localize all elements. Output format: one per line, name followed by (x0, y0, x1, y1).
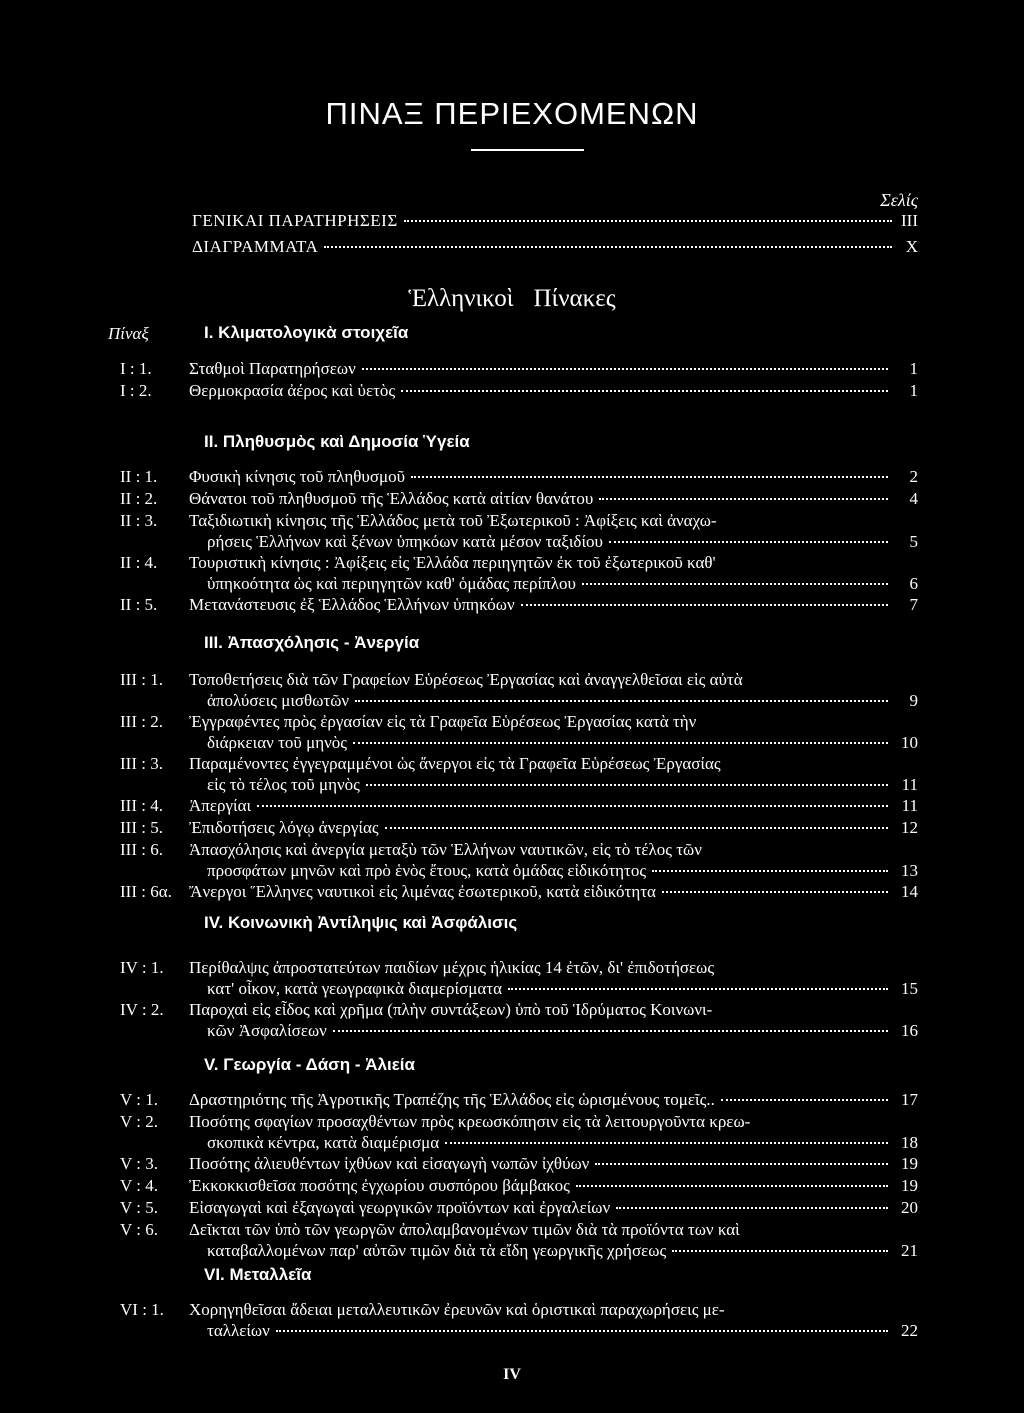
entry-title: Σταθμοὶ Παρατηρήσεων (189, 359, 356, 378)
entry-title: προσφάτων μηνῶν καὶ πρὸ ἑνὸς ἔτους, κατὰ ὁμάδας εἰδικότητος (207, 861, 647, 880)
entry-title: Ταξιδιωτικὴ κίνησις τῆς Ἑλλάδος μετὰ τοῦ Ἐξωτερικοῦ : Ἀφίξεις καὶ ἀναχω- (189, 511, 717, 530)
dot-leader (404, 220, 892, 222)
entry-line (189, 1175, 918, 1196)
entry-line (189, 774, 918, 795)
entry-title: Εἰσαγωγαὶ καὶ ἐξαγωγαὶ γεωργικῶν προϊόντων καὶ ἐργαλείων (189, 1198, 611, 1217)
entry-title: Ποσότης σφαγίων προσαχθέντων πρὸς κρεωσκόπησιν εἰς τὰ λειτουργοῦντα κρεω- (189, 1112, 751, 1131)
page-ref: 15 (901, 979, 918, 998)
entry-line (189, 690, 918, 711)
table-code: III : 1. (120, 670, 163, 689)
page-ref: 11 (901, 796, 918, 815)
entry-title: Θάνατοι τοῦ πληθυσμοῦ τῆς Ἑλλάδος κατὰ αἰτίαν θανάτου (189, 489, 594, 508)
front-matter-page: X (905, 237, 918, 256)
dot-leader (508, 988, 888, 990)
dot-leader (652, 870, 888, 872)
table-code: V : 1. (120, 1090, 158, 1109)
entry-title: Δραστηριότης τῆς Ἀγροτικῆς Τραπέζης τῆς Ἑλλάδος εἰς ὡρισμένους τομεῖς.. (189, 1090, 715, 1109)
entry-title: Ἐπιδοτήσεις λόγῳ ἀνεργίας (189, 818, 379, 837)
entry-body (189, 1197, 918, 1218)
dot-leader (257, 805, 888, 807)
entry-title: Δεῖκται τῶν ὑπὸ τῶν γεωργῶν ἀπολαμβανομένων τιμῶν διὰ τὰ προϊόντα των καὶ (189, 1220, 740, 1239)
entry-title: καταβαλλομένων παρ' αὐτῶν τιμῶν διὰ τὰ εἴδη γεωργικῆς χρήσεως (207, 1241, 667, 1260)
entry-line (189, 380, 918, 401)
page-ref: 13 (901, 861, 918, 880)
entry-body (189, 1299, 918, 1341)
entry-line (189, 881, 918, 902)
entry-line (189, 795, 918, 816)
table-code: II : 3. (120, 511, 158, 530)
entry-title: Ἐγγραφέντες πρὸς ἐργασίαν εἰς τὰ Γραφεῖα Εὑρέσεως Ἐργασίας κατὰ τὴν (189, 712, 697, 731)
page-ref: 21 (901, 1241, 918, 1260)
table-code: III : 3. (120, 754, 163, 773)
page-ref: 10 (901, 733, 918, 752)
table-code: V : 2. (120, 1112, 158, 1131)
table-code: IV : 1. (120, 958, 164, 977)
entry-title: Ἄνεργοι Ἕλληνες ναυτικοὶ εἰς λιμένας ἐσωτερικοῦ, κατὰ εἰδικότητα (189, 882, 656, 901)
table-code: III : 6. (120, 840, 163, 859)
section-heading: I. Κλιματολογικὰ στοιχεῖα (204, 323, 409, 342)
entry-body (189, 358, 918, 379)
dot-leader (609, 541, 888, 543)
heading-word-1: Ἑλληνικοὶ (408, 285, 514, 312)
page-ref: 12 (901, 818, 918, 837)
entry-line (189, 1020, 918, 1041)
entry-title: σκοπικὰ κέντρα, κατὰ διαμέρισμα (207, 1133, 440, 1152)
dot-leader (362, 368, 888, 370)
entry-body (189, 1089, 918, 1110)
table-code: V : 6. (120, 1220, 158, 1239)
greek-tables-heading (0, 285, 1024, 313)
front-matter-label: ΔΙΑΓΡΑΜΜΑΤΑ (192, 237, 319, 256)
entry-title: Μετανάστευσις ἐξ Ἑλλάδος Ἑλλήνων ὑπηκόων (189, 595, 515, 614)
entry-title: κῶν Ἀσφαλίσεων (207, 1021, 327, 1040)
table-code: III : 5. (120, 818, 163, 837)
table-column-label: Πίναξ (108, 324, 149, 343)
entry-line (189, 860, 918, 881)
entry-title: Τουριστικὴ κίνησις : Ἀφίξεις εἰς Ἑλλάδα περιηγητῶν ἐκ τοῦ ἐξωτερικοῦ καθ' (189, 553, 716, 572)
entry-body (189, 839, 918, 881)
entry-title: ταλλείων (207, 1321, 270, 1340)
dot-leader (355, 700, 888, 702)
page-ref: 7 (909, 595, 918, 614)
table-code: III : 4. (120, 796, 163, 815)
entry-body (189, 881, 918, 902)
entry-line (189, 732, 918, 753)
table-code: II : 1. (120, 467, 158, 486)
page-ref: 17 (901, 1090, 918, 1109)
page-ref: 22 (901, 1321, 918, 1340)
section-heading: II. Πληθυσμὸς καὶ Δημοσία Ὑγεία (204, 432, 470, 451)
entry-line (189, 1153, 918, 1174)
entry-line (189, 817, 918, 838)
entry-title: ὑπηκοότητα ὡς καὶ περιηγητῶν καθ' ὁμάδας περίπλου (207, 574, 576, 593)
entry-body (189, 1175, 918, 1196)
section-heading: V. Γεωργία - Δάση - Ἁλιεία (204, 1055, 415, 1074)
entry-body (189, 753, 918, 795)
entry-body (189, 594, 918, 615)
page-ref: 18 (901, 1133, 918, 1152)
entry-title: κατ' οἶκον, κατὰ γεωγραφικὰ διαμερίσματα (207, 979, 503, 998)
dot-leader (324, 246, 892, 248)
entry-line (189, 573, 918, 594)
entry-title: Ποσότης ἁλιευθέντων ἰχθύων καὶ εἰσαγωγὴ νωπῶν ἰχθύων (189, 1154, 590, 1173)
entry-body (189, 466, 918, 487)
section-heading: IV. Κοινωνικὴ Ἀντίληψις καὶ Ἀσφάλισις (204, 913, 518, 932)
dot-leader (672, 1250, 888, 1252)
entry-title: Χορηγηθεῖσαι ἄδειαι μεταλλευτικῶν ἐρευνῶν καὶ ὁριστικαὶ παραχωρήσεις με- (189, 1300, 725, 1319)
page-number: IV (503, 1366, 521, 1383)
dot-leader (366, 784, 888, 786)
page-ref: 1 (909, 359, 918, 378)
front-matter-label: ΓΕΝΙΚΑΙ ΠΑΡΑΤΗΡΗΣΕΙΣ (192, 211, 398, 230)
pages-column-header: Σελίς (880, 190, 918, 210)
page-ref: 6 (909, 574, 918, 593)
page-ref: 11 (901, 775, 918, 794)
title-underline (471, 149, 584, 151)
dot-leader (721, 1099, 888, 1101)
table-code: II : 4. (120, 553, 158, 572)
entry-line (189, 594, 918, 615)
page-ref: 20 (901, 1198, 918, 1217)
dot-leader (353, 742, 888, 744)
dot-leader (576, 1185, 888, 1187)
dot-leader (411, 476, 888, 478)
entry-title: Ἀπασχόλησις καὶ ἀνεργία μεταξὺ τῶν Ἑλλήνων ναυτικῶν, εἰς τὸ τέλος τῶν (189, 840, 702, 859)
page-ref: 4 (909, 489, 918, 508)
entry-body (189, 957, 918, 999)
entry-title: Περίθαλψις ἀπροστατεύτων παιδίων μέχρις ἡλικίας 14 ἐτῶν, δι' ἐπιδοτήσεως (189, 958, 715, 977)
page-ref: 1 (909, 381, 918, 400)
entry-body (189, 711, 918, 753)
front-matter-diagrams (192, 237, 918, 257)
table-code: III : 6α. (120, 882, 172, 901)
page-ref: 19 (901, 1154, 918, 1173)
dot-leader (595, 1163, 888, 1165)
entry-body (189, 1111, 918, 1153)
dot-leader (401, 390, 888, 392)
dot-leader (276, 1330, 888, 1332)
table-code: II : 2. (120, 489, 158, 508)
table-code: II : 5. (120, 595, 158, 614)
entry-title: Ἐκκοκκισθεῖσα ποσότης ἐγχωρίου συσπόρου βάμβακος (189, 1176, 570, 1195)
entry-line (189, 1320, 918, 1341)
dot-leader (333, 1030, 888, 1032)
dot-leader (582, 583, 888, 585)
entry-title: Τοποθετήσεις διὰ τῶν Γραφείων Εὑρέσεως Ἐργασίας καὶ ἀναγγελθεῖσαι εἰς αὐτὰ (189, 670, 743, 689)
table-code: VI : 1. (120, 1300, 164, 1319)
table-code: I : 1. (120, 359, 152, 378)
dot-leader (521, 604, 888, 606)
heading-word-2: Πίνακες (533, 285, 616, 312)
entry-line (189, 358, 918, 379)
dot-leader (662, 891, 888, 893)
entry-body (189, 1219, 918, 1261)
section-heading: VI. Μεταλλεῖα (204, 1265, 312, 1284)
entry-title: Φυσικὴ κίνησις τοῦ πληθυσμοῦ (189, 467, 406, 486)
table-code: V : 4. (120, 1176, 158, 1195)
dot-leader (616, 1207, 888, 1209)
entry-body (189, 795, 918, 816)
entry-title: Παραμένοντες ἐγγεγραμμένοι ὡς ἄνεργοι εἰς τὰ Γραφεῖα Εὑρέσεως Ἐργασίας (189, 754, 721, 773)
table-code: V : 5. (120, 1198, 158, 1217)
page-ref: 16 (901, 1021, 918, 1040)
entry-line (189, 1240, 918, 1261)
entry-body (189, 380, 918, 401)
dot-leader (385, 827, 888, 829)
entry-line (189, 488, 918, 509)
entry-title: εἰς τὸ τέλος τοῦ μηνὸς (207, 775, 360, 794)
page-ref: 19 (901, 1176, 918, 1195)
entry-body (189, 999, 918, 1041)
entry-line (189, 531, 918, 552)
entry-line (189, 1132, 918, 1153)
table-code: V : 3. (120, 1154, 158, 1173)
entry-body (189, 488, 918, 509)
entry-title: Θερμοκρασία ἀέρος καὶ ὑετὸς (189, 381, 396, 400)
page-ref: 5 (909, 532, 918, 551)
entry-line (189, 978, 918, 999)
table-code: I : 2. (120, 381, 152, 400)
entry-body (189, 669, 918, 711)
front-matter-page: III (901, 211, 918, 230)
page-ref: 9 (909, 691, 918, 710)
entry-body (189, 817, 918, 838)
table-code: IV : 2. (120, 1000, 164, 1019)
entry-line (189, 1089, 918, 1110)
page-ref: 14 (901, 882, 918, 901)
entry-body (189, 1153, 918, 1174)
dot-leader (599, 498, 888, 500)
section-heading: III. Ἀπασχόλησις - Ἀνεργία (204, 633, 420, 652)
entry-title: ρήσεις Ἑλλήνων καὶ ξένων ὑπηκόων κατὰ μέσον ταξιδίου (207, 532, 603, 551)
page-title: ΠΙΝΑΞ ΠΕΡΙΕΧΟΜΕΝΩΝ (325, 96, 699, 131)
entry-body (189, 552, 918, 594)
entry-line (189, 1197, 918, 1218)
entry-title: Ἀπεργίαι (189, 796, 252, 815)
entry-title: Παροχαὶ εἰς εἶδος καὶ χρῆμα (πλὴν συντάξεων) ὑπὸ τοῦ Ἱδρύματος Κοινωνι- (189, 1000, 713, 1019)
entry-body (189, 510, 918, 552)
table-code: III : 2. (120, 712, 163, 731)
entry-line (189, 466, 918, 487)
entry-title: διάρκειαν τοῦ μηνὸς (207, 733, 348, 752)
front-matter-general-remarks (192, 211, 918, 231)
entry-title: ἀπολύσεις μισθωτῶν (207, 691, 350, 710)
dot-leader (445, 1142, 888, 1144)
page-ref: 2 (909, 467, 918, 486)
